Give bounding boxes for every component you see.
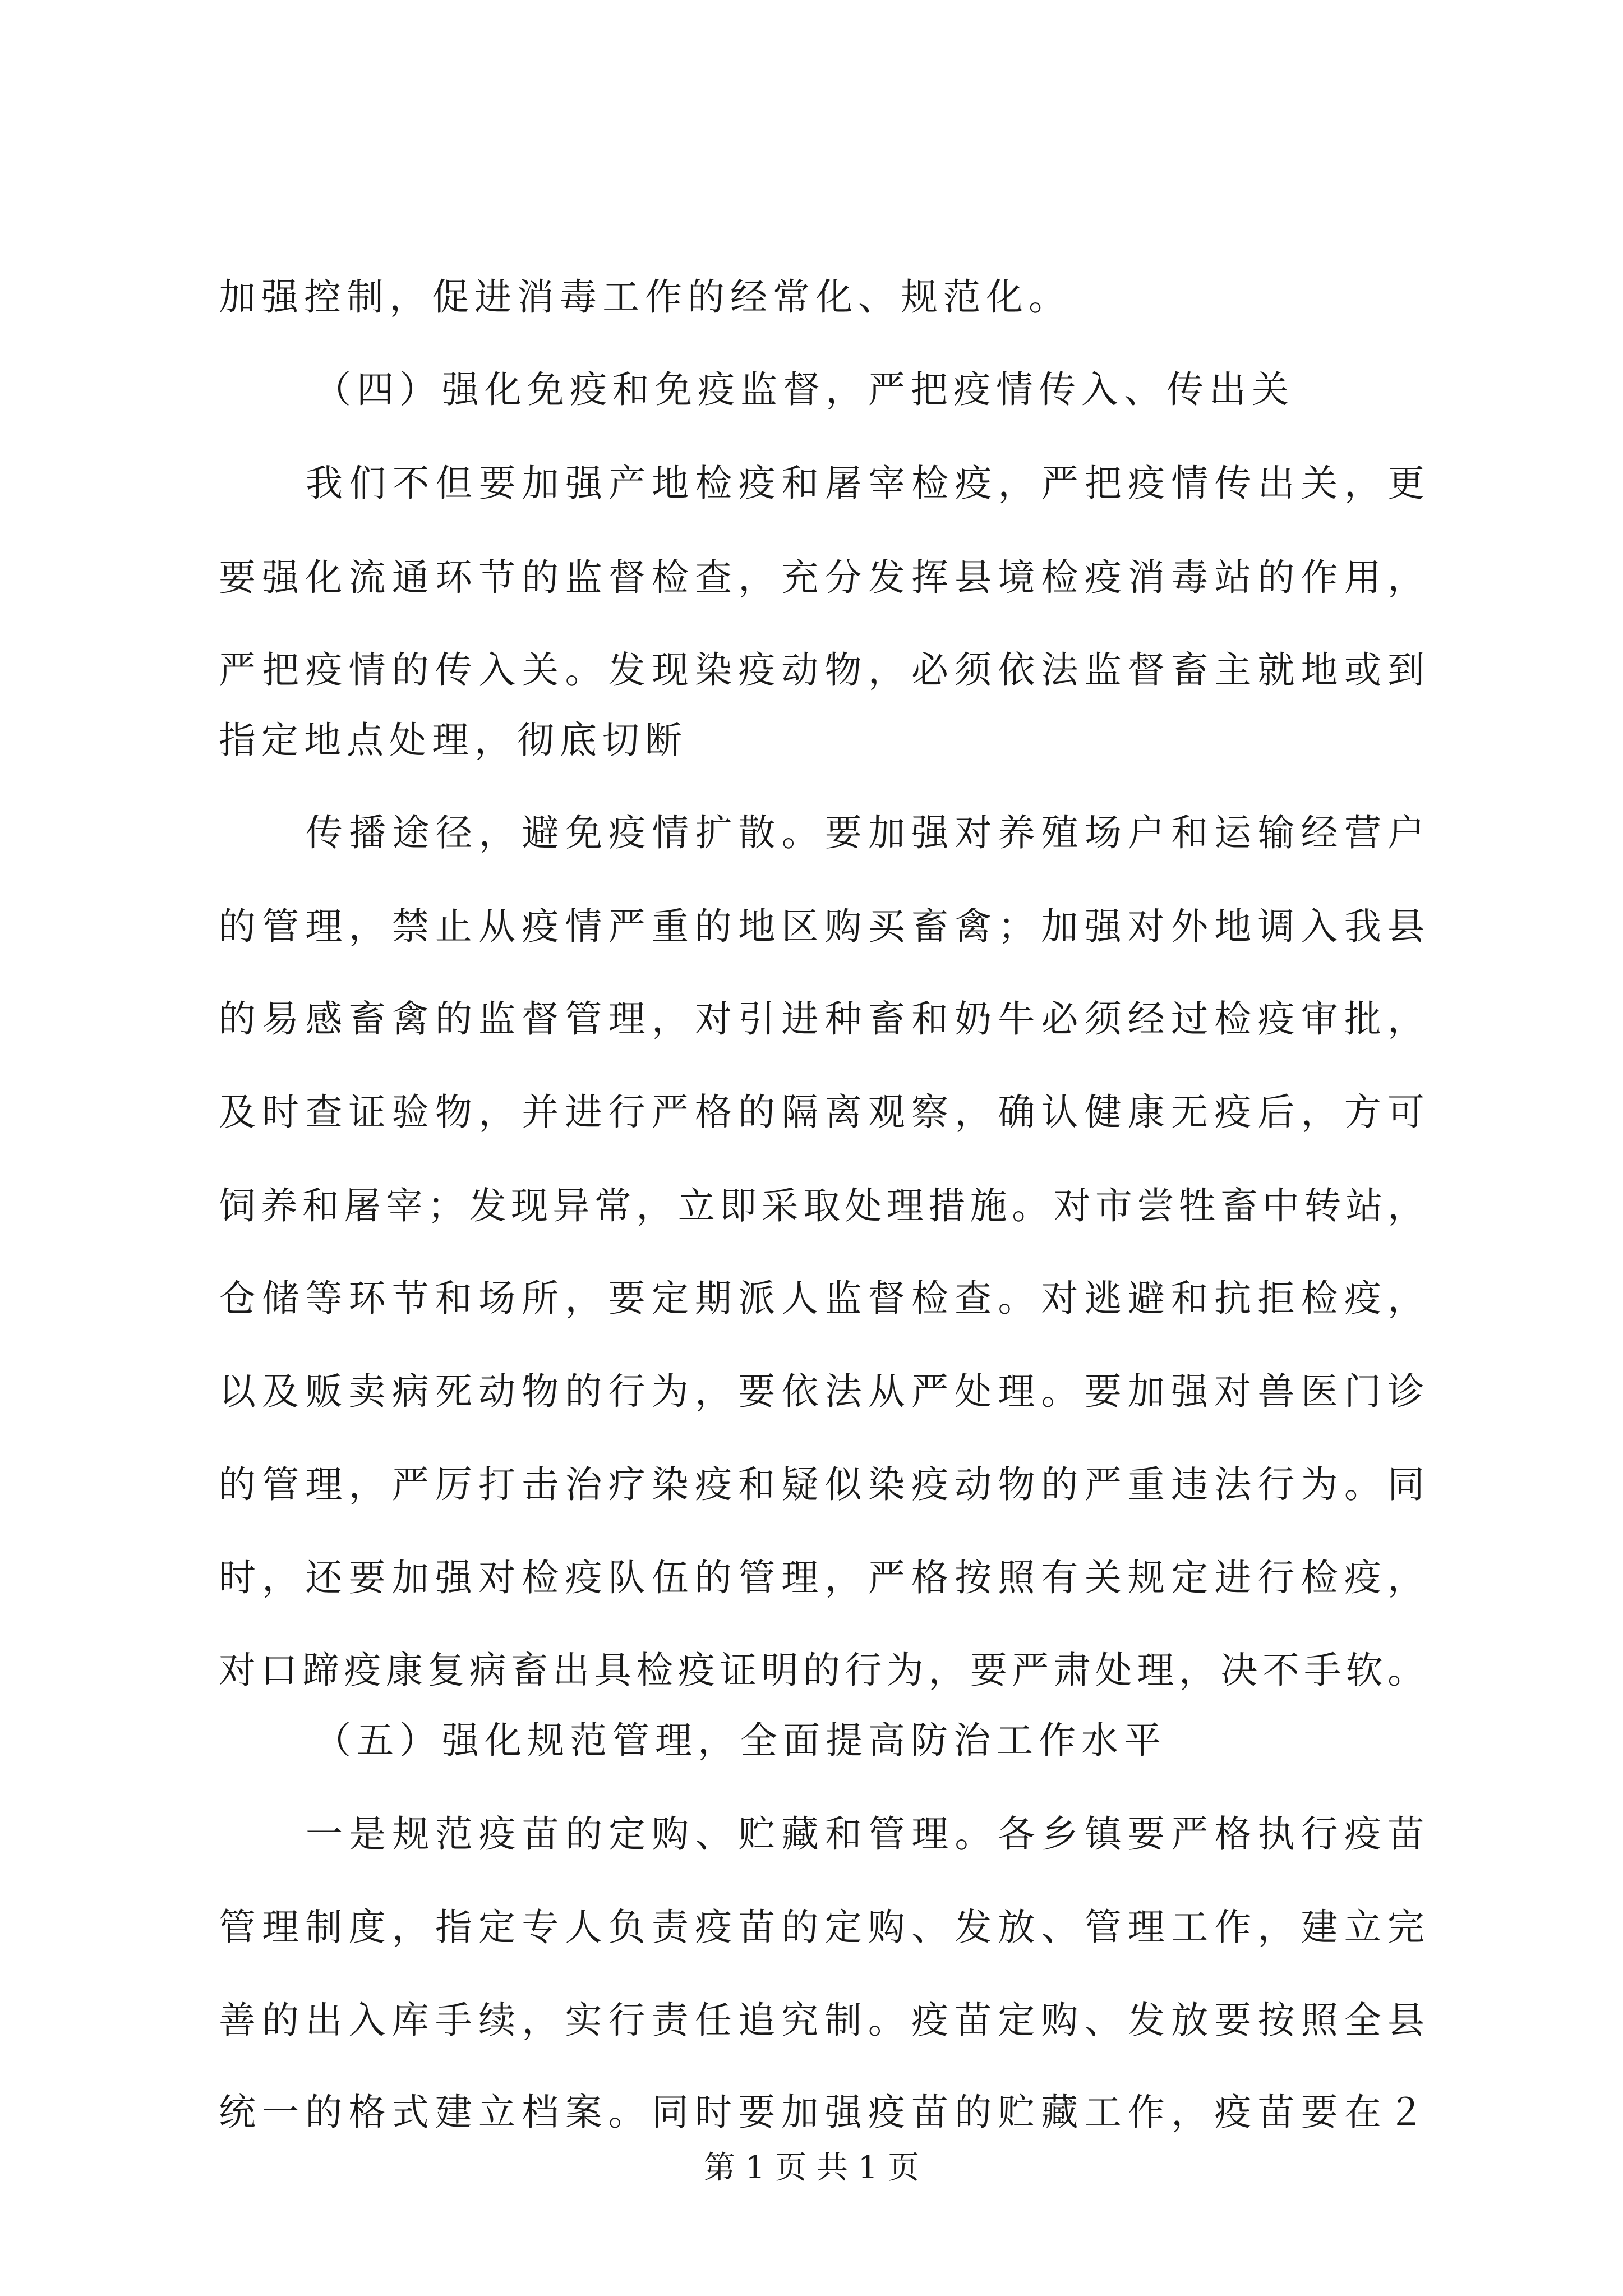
section-heading: （四）强化免疫和免疫监督，严把疫情传入、传出关 [314,368,1294,411]
section-heading: （五）强化规范管理，全面提高防治工作水平 [314,1719,1166,1762]
text-line: 管理制度，指定专人负责疫苗的定购、发放、管理工作，建立完 [219,1906,1424,1949]
text-line: 善的出入库手续，实行责任追究制。疫苗定购、发放要按照全县 [219,1999,1424,2042]
text-line: 指定地点处理，彻底切断 [219,719,688,762]
text-line: 以及贩卖病死动物的行为，要依法从严处理。要加强对兽医门诊 [219,1370,1424,1413]
text-line: 及时查证验物，并进行严格的隔离观察，确认健康无疫后，方可 [219,1091,1424,1134]
text-line: 仓储等环节和场所，要定期派人监督检查。对逃避和抗拒检疫， [219,1277,1424,1320]
text-line: 要强化流通环节的监督检查，充分发挥县境检疫消毒站的作用， [219,556,1424,599]
text-line: 时，还要加强对检疫队伍的管理，严格按照有关规定进行检疫， [219,1556,1424,1599]
text-line: 饲养和屠宰；发现异常，立即采取处理措施。对市尝牲畜中转站， [219,1184,1424,1227]
text-line: 统一的格式建立档案。同时要加强疫苗的贮藏工作，疫苗要在２ [219,2091,1424,2134]
text-line: 对口蹄疫康复病畜出具检疫证明的行为，要严肃处理，决不手软。 [219,1649,1424,1692]
text-line: 严把疫情的传入关。发现染疫动物，必须依法监督畜主就地或到 [219,648,1424,692]
text-line: 的管理，严厉打击治疗染疫和疑似染疫动物的严重违法行为。同 [219,1463,1424,1506]
text-line: 的管理，禁止从疫情严重的地区购买畜禽；加强对外地调入我县 [219,905,1424,948]
text-line: 一是规范疫苗的定购、贮藏和管理。各乡镇要严格执行疫苗 [306,1812,1424,1856]
page-number-footer: 第 1 页 共 1 页 [703,2150,920,2186]
text-line: 的易感畜禽的监督管理，对引进种畜和奶牛必须经过检疫审批， [219,997,1424,1041]
text-line: 加强控制，促进消毒工作的经常化、规范化。 [219,275,1071,319]
text-line: 传播途径，避免疫情扩散。要加强对养殖场户和运输经营户 [306,811,1424,854]
text-line: 我们不但要加强产地检疫和屠宰检疫，严把疫情传出关，更 [306,462,1424,505]
